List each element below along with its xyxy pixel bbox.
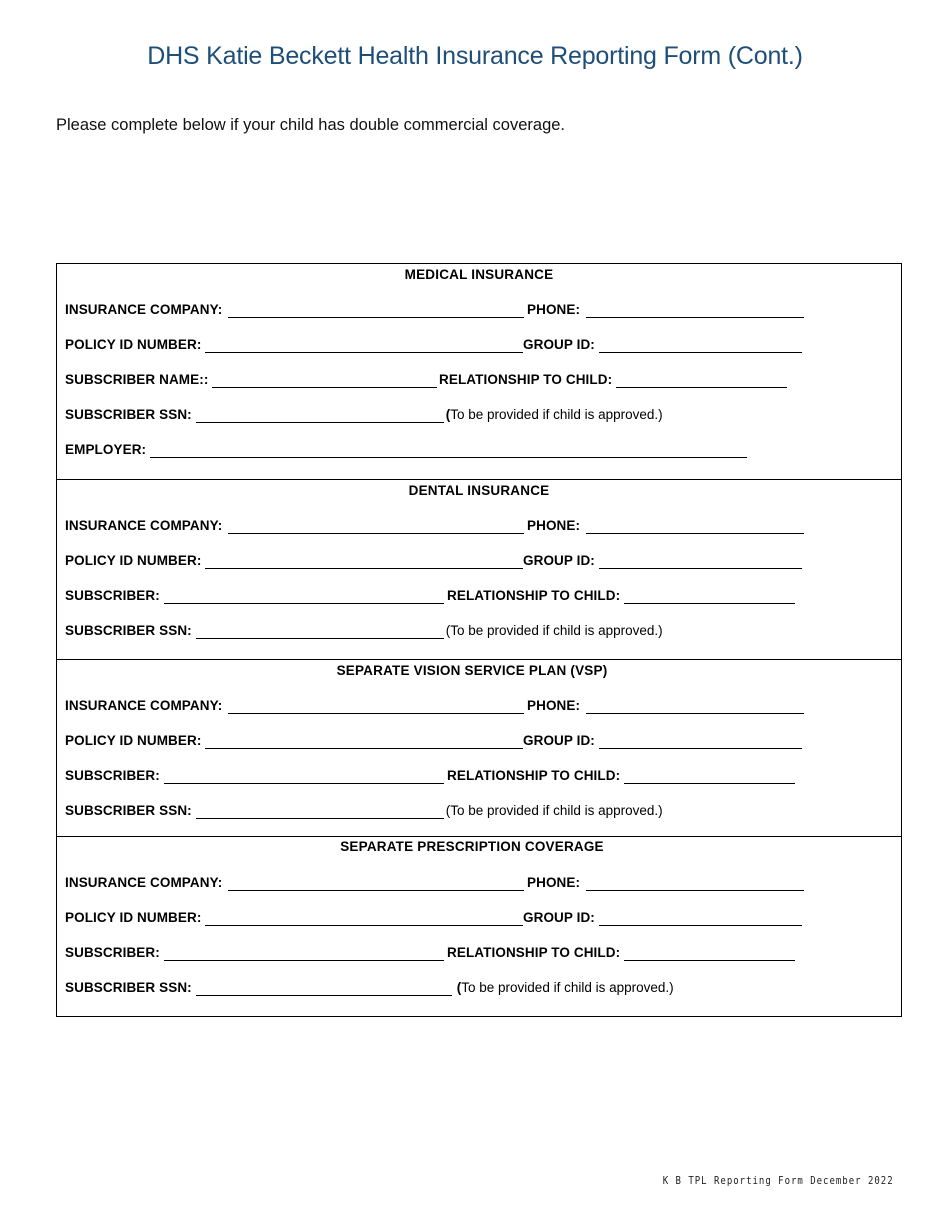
policy-id-field (65, 551, 523, 569)
policy-id-label: POLICY ID NUMBER: (65, 553, 202, 568)
vision-plan-section (57, 660, 901, 837)
section-title: SEPARATE VISION SERVICE PLAN (VSP) (336, 663, 608, 678)
policy-id-field (65, 908, 523, 926)
ssn-note: (To be provided if child is approved.) (445, 623, 663, 638)
insurance-company-input[interactable] (228, 521, 524, 534)
insurance-company-field (65, 300, 524, 318)
group-id-input[interactable] (599, 913, 802, 926)
subscriber-ssn-row (65, 405, 895, 423)
policy-id-row (65, 908, 895, 926)
ssn-note-paren: ( (456, 980, 462, 995)
insurance-company-input[interactable] (228, 701, 524, 714)
subscriber-name-row (65, 370, 895, 388)
ssn-note-text: To be provided if child is approved.) (461, 980, 674, 995)
subscriber-label: SUBSCRIBER: (65, 588, 160, 603)
section-title: SEPARATE PRESCRIPTION COVERAGE (340, 839, 604, 854)
relationship-field (447, 766, 795, 784)
subscriber-row (65, 943, 895, 961)
policy-id-row (65, 731, 895, 749)
subscriber-ssn-row (65, 978, 895, 996)
ssn-note (457, 980, 674, 996)
relationship-field (439, 370, 787, 388)
insurance-company-label: INSURANCE COMPANY: (65, 518, 223, 533)
subscriber-ssn-label: SUBSCRIBER SSN: (65, 803, 192, 818)
relationship-input[interactable] (624, 591, 795, 604)
insurance-company-label: INSURANCE COMPANY: (65, 698, 223, 713)
relationship-input[interactable] (624, 948, 795, 961)
subscriber-ssn-label: SUBSCRIBER SSN: (65, 980, 192, 995)
group-id-label: GROUP ID: (523, 337, 595, 352)
phone-label: PHONE: (527, 302, 581, 317)
insurance-company-row (65, 696, 895, 714)
phone-field (527, 300, 804, 318)
group-id-field (523, 908, 802, 926)
phone-label: PHONE: (527, 875, 581, 890)
policy-id-field (65, 731, 523, 749)
policy-id-label: POLICY ID NUMBER: (65, 910, 202, 925)
insurance-company-field (65, 696, 524, 714)
medical-insurance-section (57, 264, 901, 480)
relationship-field (447, 586, 795, 604)
group-id-label: GROUP ID: (523, 553, 595, 568)
ssn-note: (To be provided if child is approved.) (445, 803, 663, 818)
subscriber-field (65, 586, 444, 604)
group-id-input[interactable] (599, 736, 802, 749)
subscriber-label: SUBSCRIBER: (65, 768, 160, 783)
subscriber-name-label: SUBSCRIBER NAME:: (65, 372, 209, 387)
subscriber-ssn-input[interactable] (196, 410, 444, 423)
relationship-label: RELATIONSHIP TO CHILD: (447, 945, 621, 960)
insurance-company-field (65, 873, 524, 891)
insurance-company-input[interactable] (228, 305, 524, 318)
subscriber-input[interactable] (164, 771, 444, 784)
section-title: DENTAL INSURANCE (408, 483, 550, 498)
subscriber-ssn-input[interactable] (196, 806, 444, 819)
policy-id-input[interactable] (205, 736, 523, 749)
group-id-field (523, 731, 802, 749)
policy-id-input[interactable] (205, 913, 523, 926)
subscriber-name-input[interactable] (212, 375, 437, 388)
relationship-input[interactable] (616, 375, 787, 388)
subscriber-name-field (65, 370, 437, 388)
section-title: MEDICAL INSURANCE (404, 267, 554, 282)
subscriber-ssn-field (65, 801, 663, 819)
phone-field (527, 696, 804, 714)
ssn-note (446, 407, 663, 423)
subscriber-row (65, 586, 895, 604)
subscriber-ssn-row (65, 801, 895, 819)
intro-text: Please complete below if your child has double commercial coverage. (56, 116, 566, 134)
subscriber-input[interactable] (164, 948, 444, 961)
dental-insurance-section (57, 480, 901, 660)
insurance-company-field (65, 516, 524, 534)
subscriber-ssn-input[interactable] (196, 983, 452, 996)
group-id-input[interactable] (599, 556, 802, 569)
policy-id-label: POLICY ID NUMBER: (65, 733, 202, 748)
subscriber-ssn-field (65, 621, 663, 639)
relationship-label: RELATIONSHIP TO CHILD: (439, 372, 613, 387)
phone-input[interactable] (586, 521, 804, 534)
subscriber-label: SUBSCRIBER: (65, 945, 160, 960)
relationship-label: RELATIONSHIP TO CHILD: (447, 768, 621, 783)
subscriber-ssn-input[interactable] (196, 626, 444, 639)
phone-input[interactable] (586, 305, 804, 318)
subscriber-ssn-label: SUBSCRIBER SSN: (65, 407, 192, 422)
phone-input[interactable] (586, 878, 804, 891)
footer-text: K B TPL Reporting Form December 2022 (663, 1174, 894, 1187)
policy-id-label: POLICY ID NUMBER: (65, 337, 202, 352)
policy-id-field (65, 335, 523, 353)
employer-row (65, 440, 895, 458)
subscriber-ssn-label: SUBSCRIBER SSN: (65, 623, 192, 638)
employer-label: EMPLOYER: (65, 442, 147, 457)
subscriber-input[interactable] (164, 591, 444, 604)
policy-id-input[interactable] (205, 556, 523, 569)
group-id-input[interactable] (599, 340, 802, 353)
subscriber-field (65, 766, 444, 784)
insurance-company-row (65, 300, 895, 318)
relationship-label: RELATIONSHIP TO CHILD: (447, 588, 621, 603)
phone-field (527, 516, 804, 534)
insurance-company-label: INSURANCE COMPANY: (65, 875, 223, 890)
insurance-company-input[interactable] (228, 878, 524, 891)
phone-field (527, 873, 804, 891)
subscriber-row (65, 766, 895, 784)
insurance-company-row (65, 873, 895, 891)
insurance-form-table (56, 263, 902, 1017)
policy-id-row (65, 551, 895, 569)
phone-label: PHONE: (527, 518, 581, 533)
policy-id-row (65, 335, 895, 353)
employer-input[interactable] (150, 445, 747, 458)
group-id-field (523, 551, 802, 569)
phone-input[interactable] (586, 701, 804, 714)
ssn-note-text: To be provided if child is approved.) (450, 407, 663, 422)
insurance-company-label: INSURANCE COMPANY: (65, 302, 223, 317)
subscriber-ssn-field (65, 405, 663, 423)
insurance-company-row (65, 516, 895, 534)
page-title: DHS Katie Beckett Health Insurance Reporting Form (Cont.) (147, 42, 803, 70)
relationship-field (447, 943, 795, 961)
ssn-note-paren: ( (445, 407, 451, 422)
prescription-coverage-section (57, 837, 901, 1016)
group-id-field (523, 335, 802, 353)
subscriber-field (65, 943, 444, 961)
policy-id-input[interactable] (205, 340, 523, 353)
subscriber-ssn-field (65, 978, 674, 996)
group-id-label: GROUP ID: (523, 733, 595, 748)
subscriber-ssn-row (65, 621, 895, 639)
relationship-input[interactable] (624, 771, 795, 784)
phone-label: PHONE: (527, 698, 581, 713)
employer-field (65, 440, 747, 458)
group-id-label: GROUP ID: (523, 910, 595, 925)
